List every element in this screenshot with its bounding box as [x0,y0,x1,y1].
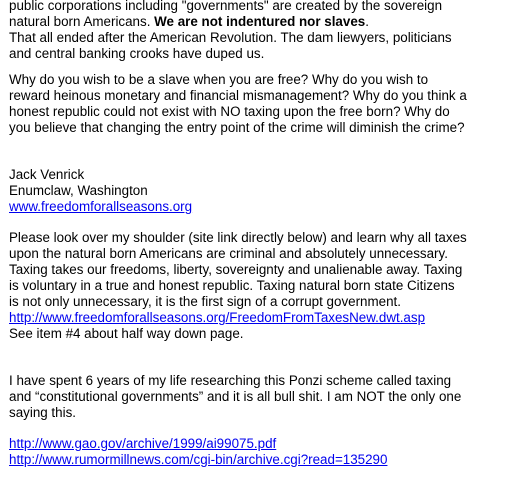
emphasized-statement: We are not indentured nor slaves [154,14,366,29]
author-location: Enumclaw, Washington [9,183,148,198]
gao-link-line [9,436,503,452]
rumormill-link-line [9,452,503,468]
paragraph-taxes [9,230,503,342]
text-line: Taxing takes our freedoms, liberty, sovereignty and unalienable away. Taxing [9,262,463,277]
text-line: saying this. [9,405,76,420]
paragraph-spacer [9,136,503,167]
email-body [9,0,503,468]
text-line: Why do you wish to be a slave when you are free? Why do you wish to [9,72,429,87]
text-line: is voluntary in a true and honest republic. Taxing natural born state Citizens [9,278,455,293]
signature-block [9,167,503,215]
website-line [9,199,503,215]
text-segment: . [365,14,369,29]
paragraph-spacer [9,215,503,230]
paragraph-research [9,373,503,421]
text-line: upon the natural born Americans are criminal and absolutely unnecessary. [9,246,448,261]
paragraph-questions [9,72,503,136]
text-line: and “constitutional governments” and it is all bull shit. I am NOT the only one [9,389,462,404]
freedom-from-taxes-link[interactable]: http://www.freedomforallseasons.org/FreedomFromTaxesNew.dwt.asp [9,310,426,325]
text-line [9,14,503,30]
paragraph-spacer [9,62,503,72]
text-line: honest republic could not exist with NO taxing upon the free born? Why do [9,104,450,119]
text-line: you believe that changing the entry point of the crime will diminish the crime? [9,120,465,135]
text-line: Please look over my shoulder (site link directly below) and learn why all taxes [9,230,467,245]
text-line: reward heinous monetary and financial mismanagement? Why do you think a [9,88,467,103]
text-line: I have spent 6 years of my life researching this Ponzi scheme called taxing [9,373,452,388]
rumormill-link[interactable]: http://www.rumormillnews.com/cgi-bin/archive.cgi?read=135290 [9,452,388,467]
text-line: public corporations including "governments" are created by the sovereign [9,0,443,13]
text-line: is not only unnecessary, it is the first sign of a corrupt government. [9,294,401,309]
website-link[interactable]: www.freedomforallseasons.org [9,199,193,214]
author-name: Jack Venrick [9,167,85,182]
gao-report-link[interactable]: http://www.gao.gov/archive/1999/ai99075.pdf [9,436,277,451]
text-line: and central banking crooks have duped us. [9,46,265,61]
paragraph-sovereignty [9,0,503,62]
reference-links [9,436,503,468]
text-line: See item #4 about half way down page. [9,326,244,341]
paragraph-spacer [9,342,503,373]
taxes-link-line [9,310,503,326]
paragraph-spacer [9,421,503,436]
text-segment: natural born Americans. [9,14,155,29]
text-line: That all ended after the American Revolution. The dam liewyers, politicians [9,30,452,45]
